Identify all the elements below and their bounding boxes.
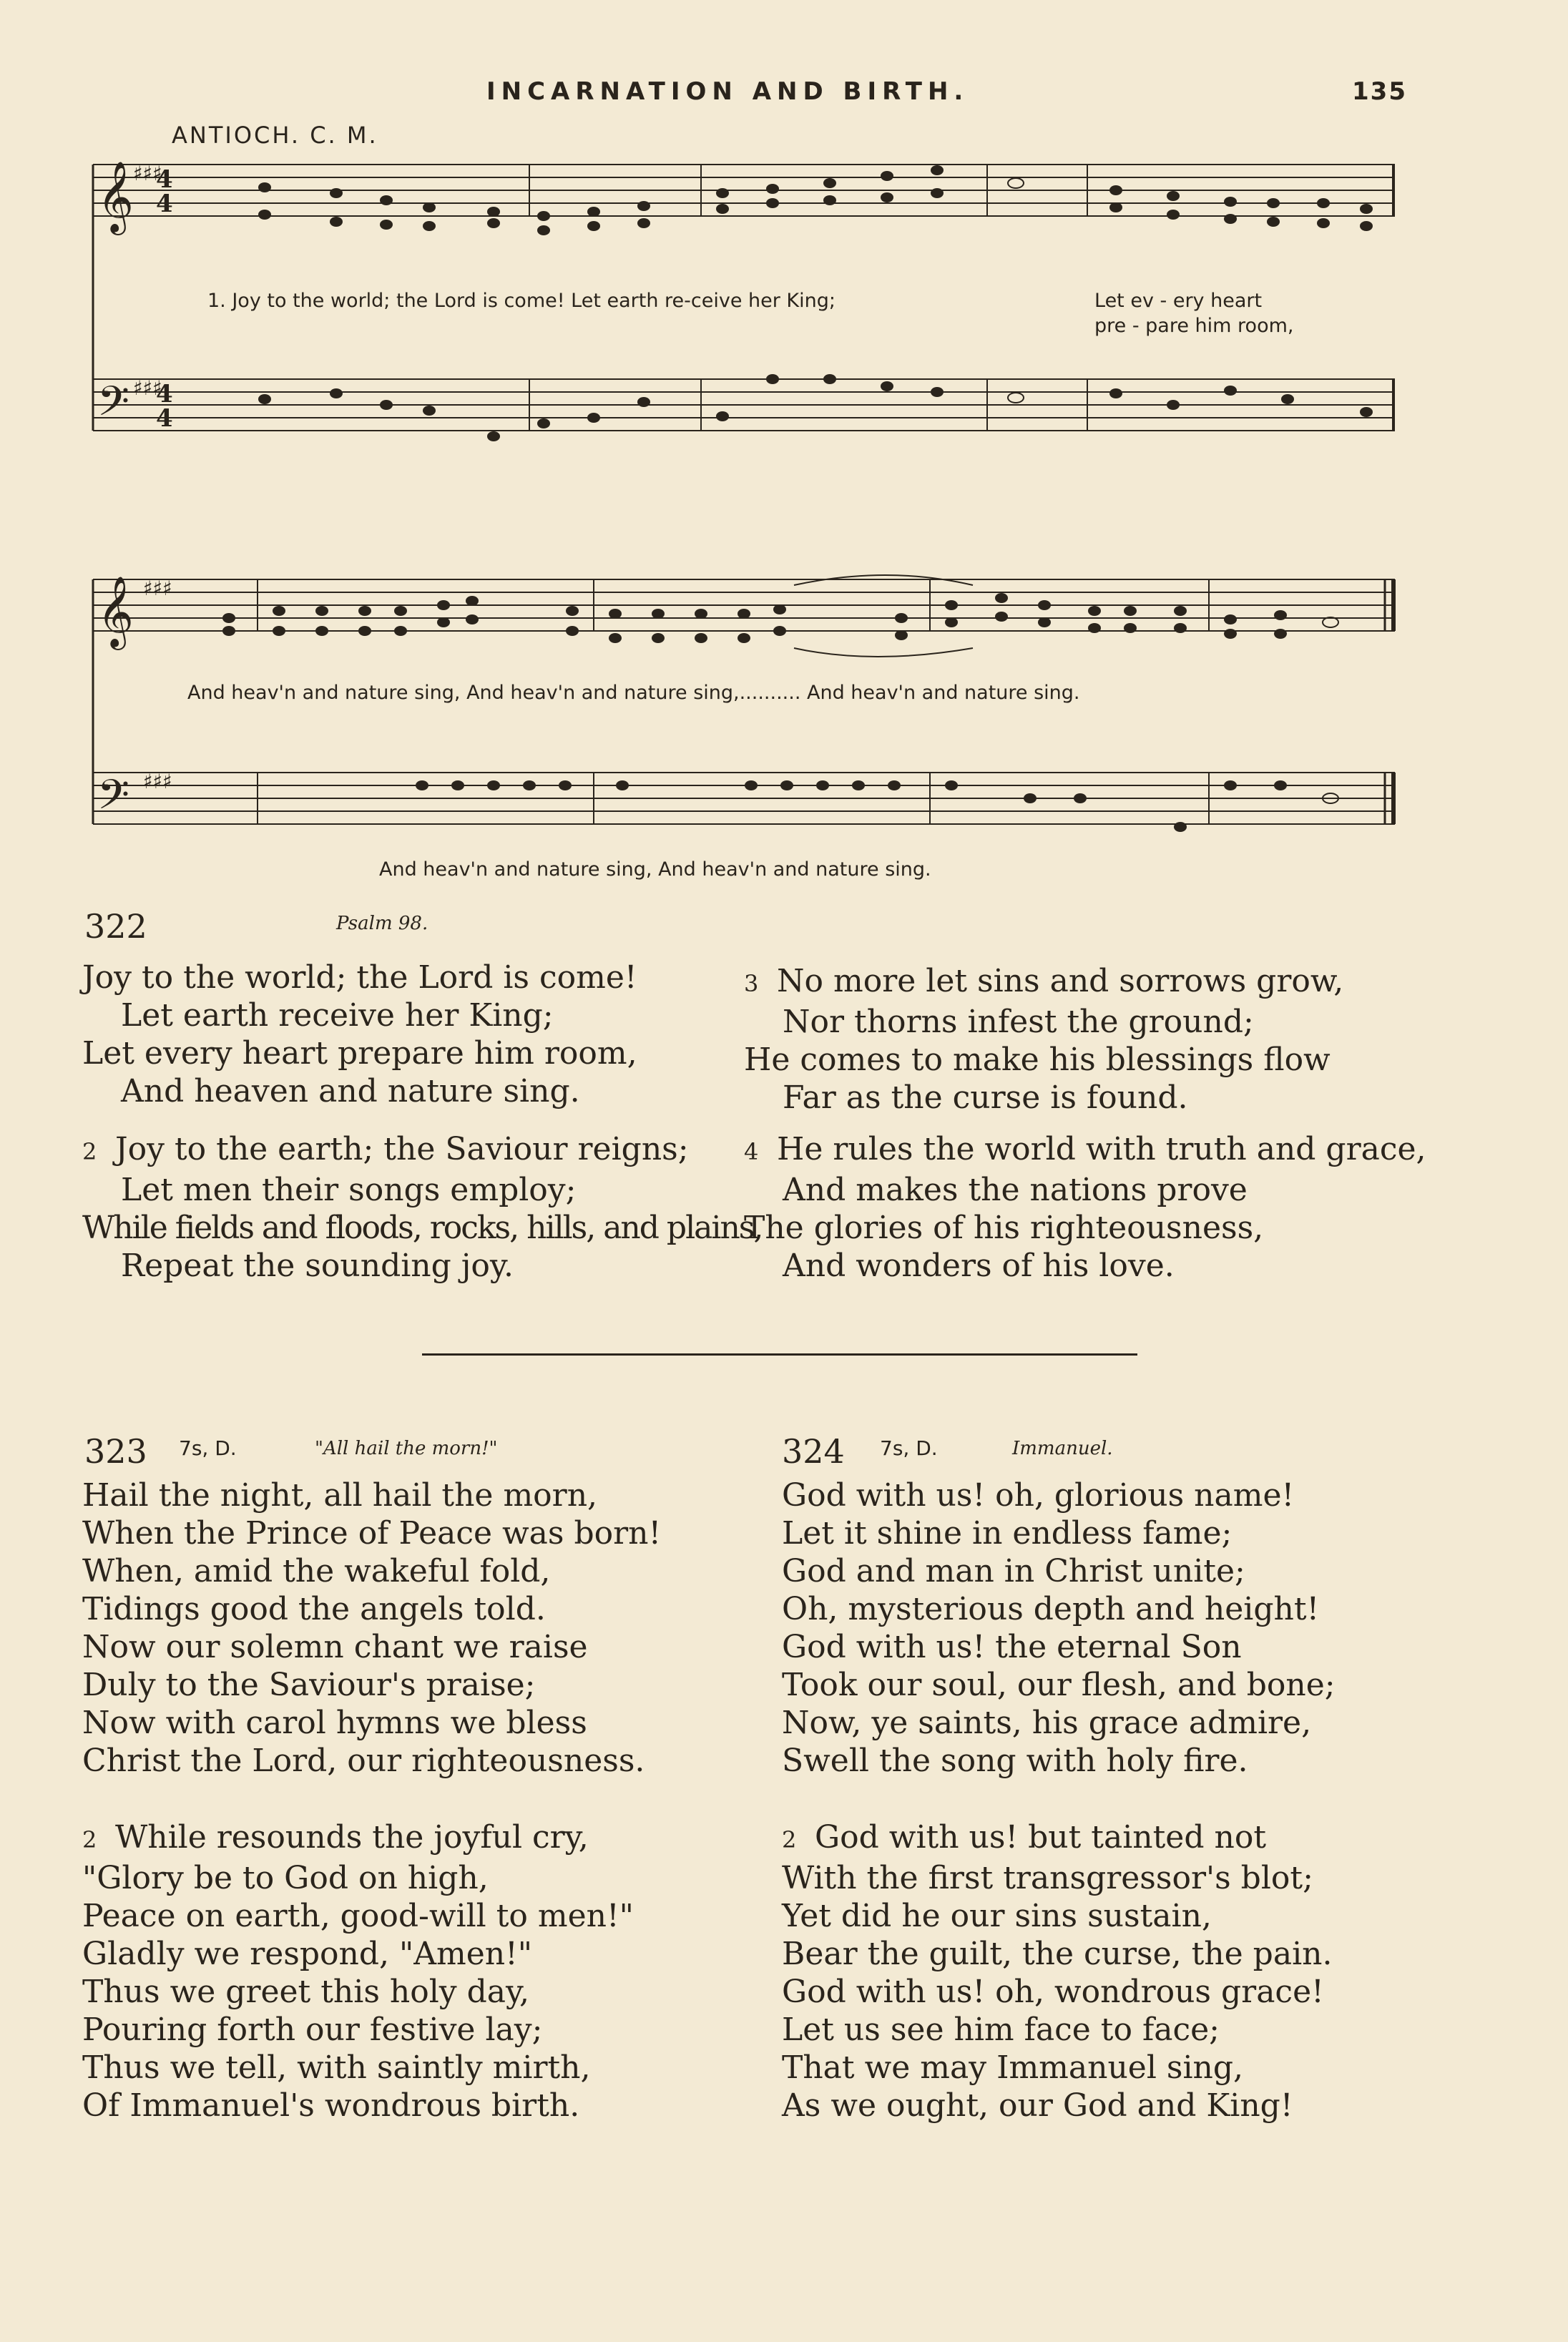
verse-number: 2 bbox=[82, 1138, 97, 1165]
tune-lyric-line-2: And heav'n and nature sing, And heav'n and nature sing,.......... And heav'n and nature sing. bbox=[187, 682, 1080, 704]
hymn-322-verse-1 bbox=[82, 959, 637, 1110]
verse-line: Nor thorns infest the ground; bbox=[783, 1004, 1254, 1040]
verse-line: Let men their songs employ; bbox=[121, 1172, 577, 1208]
verse-line: When, amid the wakeful fold, bbox=[82, 1553, 551, 1589]
verse-line: With the first transgressor's blot; bbox=[782, 1860, 1313, 1896]
verse-line: Hail the night, all hail the morn, bbox=[82, 1477, 598, 1514]
section-divider bbox=[422, 1353, 1137, 1356]
verse-line: He rules the world with truth and grace, bbox=[777, 1131, 1426, 1167]
svg-text:𝄢: 𝄢 bbox=[97, 377, 130, 436]
tune-bass-lyric: And heav'n and nature sing, And heav'n and nature sing. bbox=[379, 858, 931, 881]
hymn-322-verse-2 bbox=[82, 1130, 762, 1285]
tune-name: ANTIOCH. C. M. bbox=[172, 122, 378, 149]
verse-line: Peace on earth, good-will to men!" bbox=[82, 1898, 634, 1934]
hymn-324-verse-1 bbox=[782, 1476, 1336, 1780]
verse-line: Let earth receive her King; bbox=[121, 997, 554, 1034]
verse-line: Repeat the sounding joy. bbox=[121, 1248, 514, 1284]
verse-line: "Glory be to God on high, bbox=[82, 1860, 489, 1896]
svg-text:♯♯♯: ♯♯♯ bbox=[143, 577, 172, 600]
verse-line: When the Prince of Peace was born! bbox=[82, 1515, 662, 1552]
verse-line: Now with carol hymns we bless bbox=[82, 1705, 587, 1741]
verse-line: As we ought, our God and King! bbox=[782, 2087, 1293, 2124]
verse-number: 2 bbox=[82, 1826, 97, 1853]
verse-line: God with us! oh, wondrous grace! bbox=[782, 1974, 1324, 2010]
verse-line: Thus we tell, with saintly mirth, bbox=[82, 2049, 591, 2086]
verse-number: 2 bbox=[782, 1826, 797, 1853]
verse-line: God with us! oh, glorious name! bbox=[782, 1477, 1295, 1514]
verse-line: And heaven and nature sing. bbox=[121, 1073, 580, 1109]
verse-line: Duly to the Saviour's praise; bbox=[82, 1667, 536, 1703]
svg-text:4: 4 bbox=[156, 165, 173, 194]
hymn-324-number: 324 bbox=[782, 1432, 845, 1471]
verse-line: Let us see him face to face; bbox=[782, 2012, 1220, 2048]
verse-line: While fields and floods, rocks, hills, and plains, bbox=[82, 1210, 763, 1246]
verse-line: Joy to the earth; the Saviour reigns; bbox=[115, 1131, 689, 1167]
verse-line: Tidings good the angels told. bbox=[82, 1591, 546, 1627]
verse-line: Far as the curse is found. bbox=[783, 1079, 1188, 1116]
verse-line: Let every heart prepare him room, bbox=[82, 1035, 637, 1072]
hymn-323-verse-1 bbox=[82, 1476, 661, 1780]
hymn-322-verse-4 bbox=[744, 1130, 1426, 1285]
verse-line: Yet did he our sins sustain, bbox=[782, 1898, 1212, 1934]
hymn-323-verse-2 bbox=[82, 1818, 634, 2125]
page-header-title: INCARNATION AND BIRTH. bbox=[486, 77, 969, 106]
hymn-322-verse-3 bbox=[744, 962, 1343, 1117]
svg-text:4: 4 bbox=[156, 404, 173, 433]
hymn-324-verse-2 bbox=[782, 1818, 1332, 2125]
verse-line: And wonders of his love. bbox=[783, 1248, 1175, 1284]
verse-line: No more let sins and sorrows grow, bbox=[777, 963, 1344, 999]
verse-line: He comes to make his blessings flow bbox=[744, 1042, 1331, 1078]
verse-line: Thus we greet this holy day, bbox=[82, 1974, 530, 2010]
verse-line: Now our solemn chant we raise bbox=[82, 1629, 588, 1665]
hymn-324-meter: 7s, D. bbox=[880, 1436, 938, 1460]
music-score-system-2 bbox=[0, 551, 1568, 908]
verse-line: Let it shine in endless fame; bbox=[782, 1515, 1233, 1552]
svg-text:4: 4 bbox=[156, 380, 173, 408]
hymn-322-source: Psalm 98. bbox=[336, 913, 428, 934]
hymn-323-number: 323 bbox=[84, 1432, 147, 1471]
svg-text:♯♯♯: ♯♯♯ bbox=[133, 376, 162, 400]
hymn-324-source: Immanuel. bbox=[1012, 1438, 1113, 1459]
verse-line: Bear the guilt, the curse, the pain. bbox=[782, 1936, 1333, 1972]
hymn-323-meter: 7s, D. bbox=[179, 1436, 237, 1460]
svg-text:𝄞: 𝄞 bbox=[97, 161, 134, 232]
verse-line: Swell the song with holy fire. bbox=[782, 1743, 1248, 1779]
svg-text:♯♯♯: ♯♯♯ bbox=[143, 770, 172, 793]
svg-text:𝄢: 𝄢 bbox=[97, 770, 130, 829]
verse-line: Of Immanuel's wondrous birth. bbox=[82, 2087, 580, 2124]
verse-line: Now, ye saints, his grace admire, bbox=[782, 1705, 1312, 1741]
verse-line: Pouring forth our festive lay; bbox=[82, 2012, 543, 2048]
hymn-323-source: "All hail the morn!" bbox=[315, 1438, 498, 1459]
svg-text:4: 4 bbox=[156, 190, 173, 218]
verse-line: While resounds the joyful cry, bbox=[115, 1819, 589, 1856]
verse-line: Joy to the world; the Lord is come! bbox=[82, 959, 637, 996]
verse-line: God and man in Christ unite; bbox=[782, 1553, 1245, 1589]
tune-brace-line-b: pre - pare him room, bbox=[1094, 315, 1294, 337]
verse-line: Oh, mysterious depth and height! bbox=[782, 1591, 1320, 1627]
verse-line: That we may Immanuel sing, bbox=[782, 2049, 1244, 2086]
tune-lyric-line-1: 1. Joy to the world; the Lord is come! Let earth re-ceive her King; bbox=[207, 290, 836, 312]
verse-number: 4 bbox=[744, 1138, 759, 1165]
svg-text:♯♯♯: ♯♯♯ bbox=[133, 162, 162, 185]
svg-text:𝄞: 𝄞 bbox=[97, 576, 134, 647]
verse-line: The glories of his righteousness, bbox=[744, 1210, 1264, 1246]
verse-line: God with us! the eternal Son bbox=[782, 1629, 1242, 1665]
verse-line: Christ the Lord, our righteousness. bbox=[82, 1743, 645, 1779]
verse-number: 3 bbox=[744, 970, 759, 997]
verse-line: Gladly we respond, "Amen!" bbox=[82, 1936, 533, 1972]
verse-line: Took our soul, our flesh, and bone; bbox=[782, 1667, 1336, 1703]
page-number: 135 bbox=[1352, 77, 1407, 106]
verse-line: God with us! but tainted not bbox=[815, 1819, 1266, 1856]
hymn-322-number: 322 bbox=[84, 907, 147, 946]
verse-line: And makes the nations prove bbox=[783, 1172, 1248, 1208]
tune-brace-line-a: Let ev - ery heart bbox=[1094, 290, 1263, 312]
